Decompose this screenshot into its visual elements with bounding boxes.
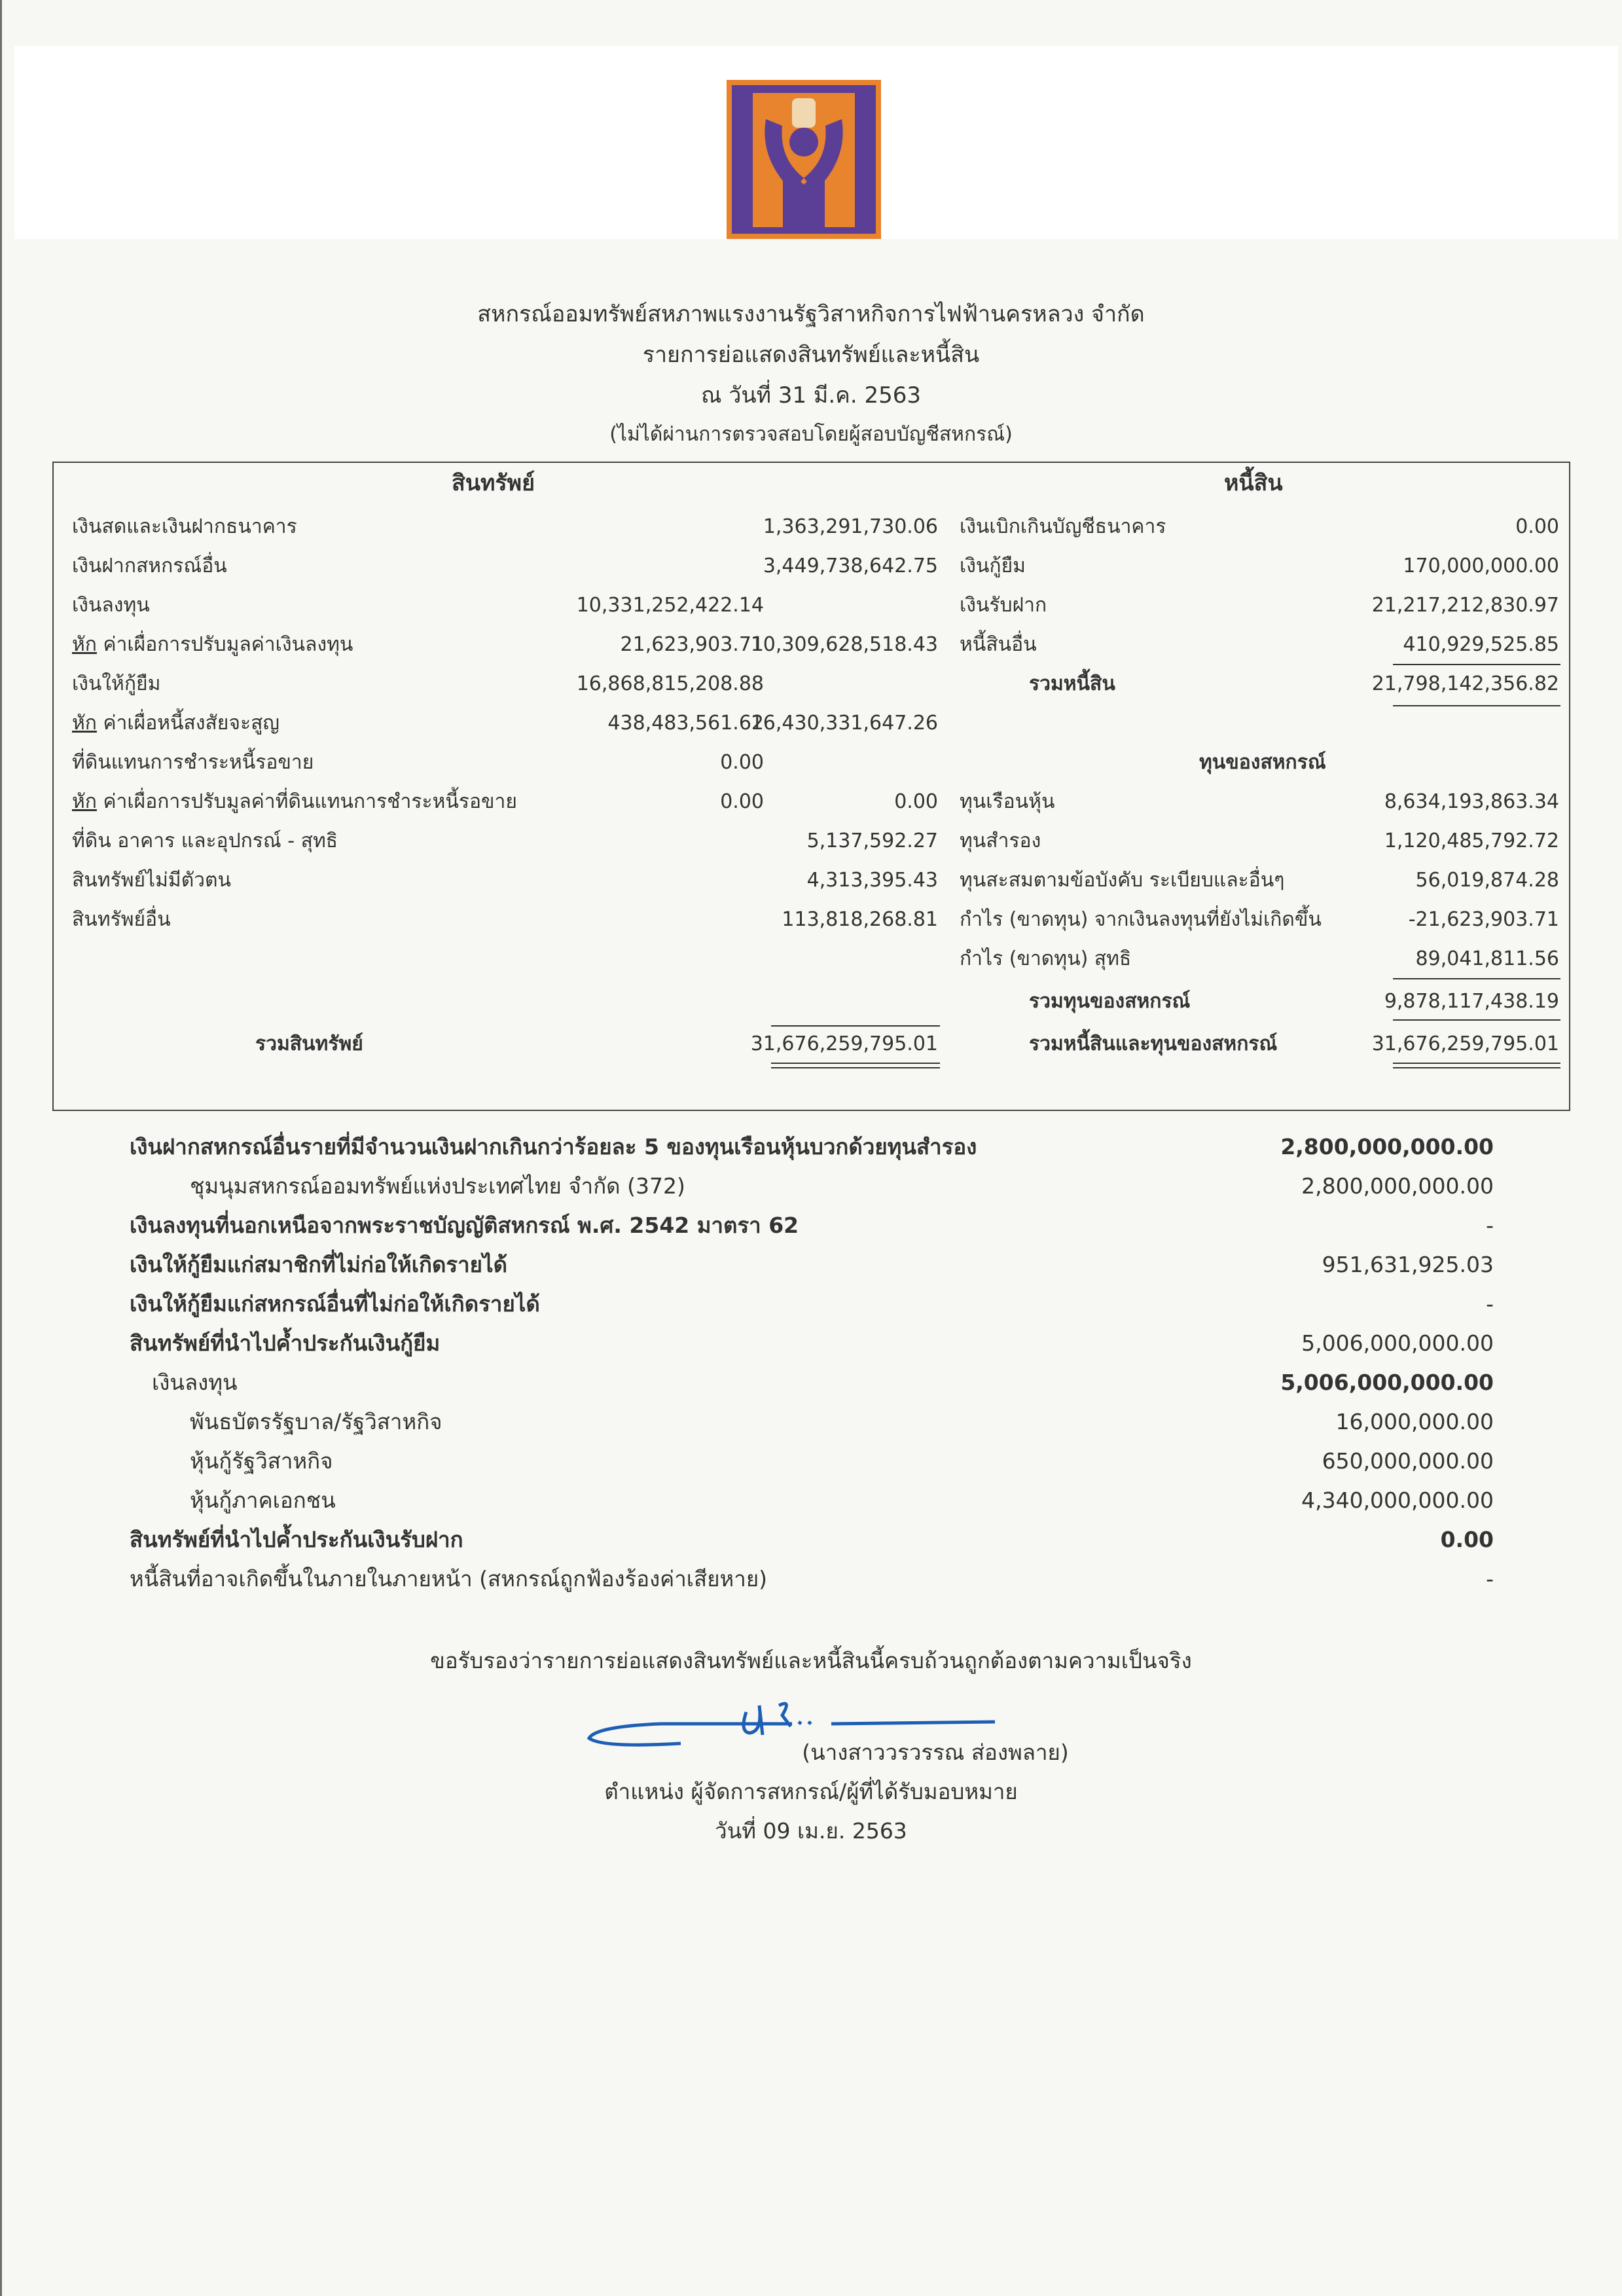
- asset-net: 1,363,291,730.06: [763, 515, 938, 538]
- equity-label: กำไร (ขาดทุน) สุทธิ: [960, 947, 1132, 970]
- grand-total-rule-1: [1393, 1063, 1560, 1064]
- asset-label: สินทรัพย์ไม่มีตัวตน: [72, 869, 232, 892]
- note-value: -: [1486, 1566, 1494, 1592]
- note-value: 2,800,000,000.00: [1280, 1134, 1494, 1159]
- note-value: 650,000,000.00: [1322, 1448, 1494, 1474]
- asset-label: เงินฝากสหกรณ์อื่น: [72, 555, 227, 577]
- liability-value: 21,217,212,830.97: [1371, 594, 1559, 617]
- note-value: -: [1486, 1291, 1494, 1317]
- asset-label: ที่ดินแทนการชำระหนี้รอขาย: [72, 751, 314, 774]
- liability-label: เงินรับฝาก: [960, 594, 1047, 617]
- asset-sub: 21,623,903.71: [620, 633, 764, 656]
- asset-net: 113,818,268.81: [782, 908, 938, 931]
- note-label: เงินให้กู้ยืมแก่สหกรณ์อื่นที่ไม่ก่อให้เกิดรายได้: [130, 1291, 540, 1317]
- note-label: หุ้นกู้รัฐวิสาหกิจ: [190, 1448, 333, 1474]
- asset-label: [72, 710, 279, 737]
- note-value: -: [1486, 1212, 1494, 1238]
- equity-value: 1,120,485,792.72: [1384, 829, 1559, 852]
- note-value: 5,006,000,000.00: [1301, 1330, 1494, 1356]
- equity-label: กำไร (ขาดทุน) จากเงินลงทุนที่ยังไม่เกิดขึ้น: [960, 908, 1322, 931]
- asset-sub: 438,483,561.62: [607, 712, 764, 735]
- total-assets-value: 31,676,259,795.01: [750, 1032, 938, 1055]
- asset-label-text: ค่าเผื่อการปรับมูลค่าที่ดินแทนการชำระหนี้รอขาย: [96, 790, 517, 813]
- asset-net: 16,430,331,647.26: [750, 712, 938, 735]
- cooperative-logo: [727, 80, 881, 239]
- note-value: 951,631,925.03: [1322, 1252, 1494, 1277]
- equity-label: ทุนเรือนหุ้น: [960, 790, 1055, 813]
- asset-net: 10,309,628,518.43: [750, 633, 938, 656]
- equity-label: ทุนสำรอง: [960, 829, 1041, 852]
- total-equity-label: รวมทุนของสหกรณ์: [1029, 990, 1191, 1013]
- deduct-prefix: หัก: [72, 712, 97, 735]
- report-title: รายการย่อแสดงสินทรัพย์และหนี้สิน: [642, 342, 980, 368]
- asset-sub: 0.00: [720, 790, 764, 813]
- equity-heading: ทุนของสหกรณ์: [1199, 751, 1326, 774]
- deduct-prefix: หัก: [72, 790, 97, 813]
- note-label: เงินฝากสหกรณ์อื่นรายที่มีจำนวนเงินฝากเกินกว่าร้อยละ 5 ของทุนเรือนหุ้นบวกด้วยทุนสำรอง: [130, 1134, 977, 1159]
- org-name: สหกรณ์ออมทรัพย์สหภาพแรงงานรัฐวิสาหกิจการไฟฟ้านครหลวง จำกัด: [477, 301, 1145, 327]
- assets-heading: สินทรัพย์: [452, 470, 535, 496]
- grand-total-rule-2: [1393, 1067, 1560, 1068]
- asset-label: เงินให้กู้ยืม: [72, 672, 161, 695]
- note-value: 2,800,000,000.00: [1301, 1173, 1494, 1199]
- equity-value: 89,041,811.56: [1415, 947, 1559, 970]
- asset-net: 4,313,395.43: [806, 869, 938, 892]
- note-label: เงินลงทุน: [152, 1370, 238, 1395]
- total-equity-rule-bottom: [1393, 1019, 1560, 1021]
- asset-label-text: ค่าเผื่อการปรับมูลค่าเงินลงทุน: [96, 633, 353, 656]
- asset-label: [72, 632, 353, 658]
- equity-value: -21,623,903.71: [1408, 908, 1559, 931]
- liability-value: 0.00: [1515, 515, 1559, 538]
- asset-net: 5,137,592.27: [806, 829, 938, 852]
- note-label: ชุมนุมสหกรณ์ออมทรัพย์แห่งประเทศไทย จำกัด (372): [190, 1173, 685, 1199]
- note-label: สินทรัพย์ที่นำไปค้ำประกันเงินรับฝาก: [130, 1527, 463, 1552]
- liabilities-heading: หนี้สิน: [1224, 470, 1283, 496]
- asset-label: ที่ดิน อาคาร และอุปกรณ์ - สุทธิ: [72, 829, 338, 852]
- total-liabilities-rule-bottom: [1393, 705, 1560, 706]
- total-equity-rule-top: [1393, 978, 1560, 979]
- audit-note: (ไม่ได้ผ่านการตรวจสอบโดยผู้สอบบัญชีสหกรณ์): [609, 423, 1013, 446]
- signature-date: วันที่ 09 เม.ย. 2563: [715, 1818, 907, 1844]
- note-label: เงินให้กู้ยืมแก่สมาชิกที่ไม่ก่อให้เกิดรายได้: [130, 1252, 508, 1277]
- deduct-prefix: หัก: [72, 633, 97, 656]
- note-label: สินทรัพย์ที่นำไปค้ำประกันเงินกู้ยืม: [130, 1330, 441, 1356]
- asset-sub: 16,868,815,208.88: [576, 672, 764, 695]
- liability-label: เงินกู้ยืม: [960, 555, 1026, 577]
- note-value: 16,000,000.00: [1335, 1409, 1494, 1434]
- total-equity-value: 9,878,117,438.19: [1384, 990, 1559, 1013]
- total-liabilities-label: รวมหนี้สิน: [1029, 672, 1115, 695]
- liability-value: 410,929,525.85: [1403, 633, 1559, 656]
- asset-label-text: ค่าเผื่อหนี้สงสัยจะสูญ: [96, 712, 279, 735]
- liability-value: 170,000,000.00: [1403, 555, 1559, 577]
- asset-label: เงินสดและเงินฝากธนาคาร: [72, 515, 297, 538]
- note-label: พันธบัตรรัฐบาล/รัฐวิสาหกิจ: [190, 1409, 442, 1434]
- asset-label: เงินลงทุน: [72, 594, 150, 617]
- signer-name: (นางสาววรวรรณ ส่องพลาย): [802, 1740, 1069, 1765]
- note-value: 4,340,000,000.00: [1301, 1487, 1494, 1513]
- note-value: 5,006,000,000.00: [1280, 1370, 1494, 1395]
- asset-sub: 0.00: [720, 751, 764, 774]
- asset-label: สินทรัพย์อื่น: [72, 908, 171, 931]
- total-liabilities-value: 21,798,142,356.82: [1371, 672, 1559, 695]
- liability-label: เงินเบิกเกินบัญชีธนาคาร: [960, 515, 1166, 538]
- grand-total-label: รวมหนี้สินและทุนของสหกรณ์: [1029, 1032, 1278, 1055]
- signer-position: ตำแหน่ง ผู้จัดการสหกรณ์/ผู้ที่ได้รับมอบหมาย: [604, 1779, 1018, 1804]
- asset-sub: 10,331,252,422.14: [576, 594, 764, 617]
- total-assets-rule-2: [771, 1067, 940, 1068]
- note-label: เงินลงทุนที่นอกเหนือจากพระราชบัญญัติสหกรณ์ พ.ศ. 2542 มาตรา 62: [130, 1212, 799, 1238]
- equity-value: 56,019,874.28: [1415, 869, 1559, 892]
- equity-label: ทุนสะสมตามข้อบังคับ ระเบียบและอื่นๆ: [960, 869, 1285, 892]
- asset-label: [72, 789, 517, 815]
- asset-net: 3,449,738,642.75: [763, 555, 938, 577]
- certification-statement: ขอรับรองว่ารายการย่อแสดงสินทรัพย์และหนี้สินนี้ครบถ้วนถูกต้องตามความเป็นจริง: [430, 1648, 1192, 1673]
- total-liabilities-rule-top: [1393, 664, 1560, 665]
- total-assets-label: รวมสินทรัพย์: [255, 1032, 363, 1055]
- total-assets-rule-top: [771, 1025, 940, 1027]
- equity-value: 8,634,193,863.34: [1384, 790, 1559, 813]
- report-date: ณ วันที่ 31 มี.ค. 2563: [700, 382, 922, 409]
- note-label: หนี้สินที่อาจเกิดขึ้นในภายในภายหน้า (สหกรณ์ถูกฟ้องร้องค่าเสียหาย): [130, 1566, 768, 1592]
- grand-total-value: 31,676,259,795.01: [1371, 1032, 1559, 1055]
- note-label: หุ้นกู้ภาคเอกชน: [190, 1487, 336, 1513]
- total-assets-rule-1: [771, 1063, 940, 1064]
- asset-net: 0.00: [894, 790, 938, 813]
- note-value: 0.00: [1440, 1527, 1494, 1552]
- liability-label: หนี้สินอื่น: [960, 633, 1037, 656]
